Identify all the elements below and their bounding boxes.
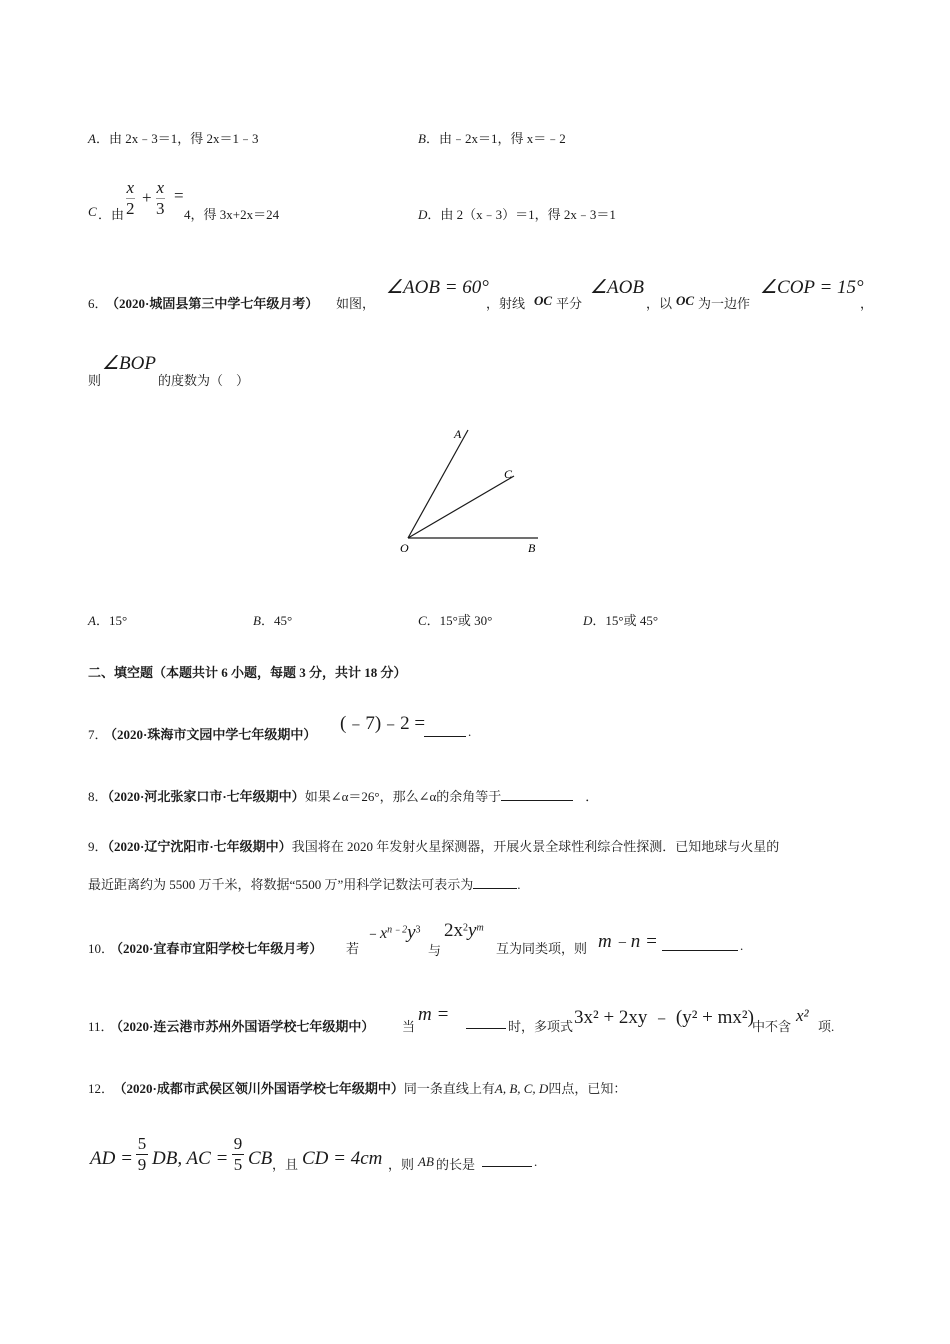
question-11 xyxy=(88,1000,848,1040)
math-term-1: $﹣x^{n﹣2}y^3$ xyxy=(364,922,421,943)
q6-option-d: D．15°或 45° xyxy=(583,613,659,628)
point-label-b: B xyxy=(528,541,536,555)
question-text: 如图， xyxy=(336,296,376,311)
question-source: （2020·城固县第三中学七年级月考） xyxy=(106,296,319,311)
point-label-c: C xyxy=(504,467,513,481)
question-text: 当 xyxy=(402,1019,416,1034)
answer-blank[interactable] xyxy=(473,876,517,889)
question-text: 为一边作 xyxy=(698,296,751,311)
equals-sign: = xyxy=(174,186,184,205)
question-text: 时，多项式 xyxy=(508,1019,574,1034)
option-label: C xyxy=(88,204,97,219)
math-db-ac: DB, AC = xyxy=(152,1148,229,1169)
q6-option-a: A．15° xyxy=(88,613,128,628)
question-6-line1 xyxy=(88,276,874,312)
question-text: 四点，已知： xyxy=(548,1081,627,1096)
answer-blank[interactable] xyxy=(482,1154,532,1167)
question-text: ，以 xyxy=(646,296,673,311)
option-label: A xyxy=(88,131,96,146)
section-heading: 二、填空题（本题共计 6 小题，每题 3 分，共计 18 分） xyxy=(88,665,407,680)
q5-option-d xyxy=(418,204,616,223)
question-number: 9． xyxy=(88,839,108,854)
plus-sign: + xyxy=(142,188,152,207)
math-angle-bop: ∠BOP xyxy=(102,353,156,374)
q6-option-c: C．15°或 30° xyxy=(418,613,493,628)
question-source: （2020·成都市武侯区领川外国语学校七年级期中） xyxy=(120,1081,404,1096)
ray-oc: OC xyxy=(534,293,553,308)
points-list: A, B, C, D xyxy=(494,1081,549,1096)
question-text: 项. xyxy=(818,1019,835,1034)
fraction-x-over-3: $\frac{x}{3}$ xyxy=(156,178,165,218)
question-number: 8． xyxy=(88,789,108,804)
math-expression: m﹣n = xyxy=(598,931,658,952)
math-cb: CB xyxy=(248,1148,273,1169)
question-source: （2020·河北张家口市·七年级期中） xyxy=(107,789,305,804)
q6-option-b: B．45° xyxy=(253,613,293,628)
option-text: ．由 xyxy=(98,207,125,222)
answer-blank[interactable] xyxy=(424,724,466,737)
question-text: 我国将在 2020 年发射火星探测器，开展火景全球性利综合性探测．已知地球与火星的 xyxy=(291,839,780,854)
question-source: （2020·连云港市苏州外国语学校七年级期中） xyxy=(110,1019,375,1034)
answer-blank[interactable] xyxy=(662,938,738,951)
fraction-9-5: $\frac{9}{5}$ xyxy=(233,1134,243,1174)
point-label-a: A xyxy=(454,427,462,441)
question-source: （2020·宜春市宜阳学校七年级月考） xyxy=(110,941,323,956)
math-angle-aob: ∠AOB xyxy=(590,277,644,298)
q5-option-a xyxy=(88,128,258,147)
question-text: ，且 xyxy=(272,1157,299,1172)
math-expression: (﹣7)﹣2 = xyxy=(340,713,426,734)
question-text: 最近距离约为 5500 万千米，将数据“5500 万”用科学记数法可表示为 xyxy=(88,877,474,892)
ray-oc xyxy=(408,476,514,538)
option-text: ．由 2x﹣3＝1，得 2x＝1﹣3 xyxy=(95,131,259,146)
question-text: 与 xyxy=(428,943,442,958)
question-text: 同一条直线上有 xyxy=(403,1081,495,1096)
option-text: 4，得 3x+2x＝24 xyxy=(184,207,280,222)
question-text: 若 xyxy=(346,941,360,956)
answer-blank[interactable] xyxy=(501,788,573,801)
math-cd: CD = 4cm xyxy=(302,1148,383,1169)
question-text: 互为同类项，则 xyxy=(496,941,588,956)
question-10: 10． （2020·宜春市宜阳学校七年级月考） 若 $﹣x^{n﹣2}y^3$ 与 $2x^2y^m$ 互为同类项，则 m﹣n = . xyxy=(88,920,744,958)
question-12-line2: AD = $\frac{5}{9}$ DB, AC = $\frac{9}{5}$ CB ，且 CD = 4cm ，则 AB 的长是 . xyxy=(90,1134,538,1174)
option-label: B xyxy=(418,131,426,146)
q5-option-b xyxy=(418,128,566,147)
option-text: ．由 2（x﹣3）＝1，得 2x﹣3＝1 xyxy=(427,207,616,222)
math-expression: m = xyxy=(418,1004,450,1025)
math-angle-aob-60: ∠AOB = 60° xyxy=(386,277,489,298)
question-12-line1 xyxy=(88,1078,626,1097)
segment-ab: AB xyxy=(418,1154,434,1169)
point-label-o: O xyxy=(400,541,409,555)
question-number: 10． xyxy=(88,941,115,956)
question-text: 的长是 xyxy=(436,1157,476,1172)
ray-oa xyxy=(408,430,468,538)
question-9-line1 xyxy=(88,836,779,855)
fraction-x-over-2: $\frac{x}{2}$ xyxy=(126,178,135,218)
ray-oc: OC xyxy=(676,293,695,308)
question-text: 中不含 xyxy=(752,1019,792,1034)
option-label: D xyxy=(418,207,428,222)
question-text: ，射线 xyxy=(486,296,526,311)
question-number: 11． xyxy=(88,1019,114,1034)
question-9-line2: 最近距离约为 5500 万千米，将数据“5500 万”用科学记数法可表示为 . xyxy=(88,877,521,892)
math-term: x² xyxy=(796,1006,809,1025)
question-number: 6． xyxy=(88,296,108,311)
question-text: ， xyxy=(860,296,874,311)
answer-blank[interactable] xyxy=(466,1016,506,1029)
question-text: 的度数为（ ） xyxy=(158,373,250,388)
question-text: ，则 xyxy=(388,1157,415,1172)
question-8: 8．（2020·河北张家口市·七年级期中）如果∠α＝26°，那么∠α的余角等于 ． xyxy=(88,789,599,804)
fraction-5-9: $\frac{5}{9}$ xyxy=(137,1134,147,1174)
question-source: （2020·珠海市文园中学七年级期中） xyxy=(104,727,317,742)
question-source: （2020·辽宁沈阳市·七年级期中） xyxy=(107,839,292,854)
math-polynomial: 3x² + 2xy ﹣ (y² + mx²) xyxy=(574,1007,754,1028)
math-ad: AD = xyxy=(90,1148,133,1169)
math-term-2: $2x^2y^m$ xyxy=(444,920,484,941)
question-number: 12． xyxy=(88,1081,115,1096)
question-text: 则 xyxy=(88,373,102,388)
math-angle-cop-15: ∠COP = 15° xyxy=(760,277,864,298)
question-text: 如果∠α＝26°，那么∠α的余角等于 xyxy=(304,789,502,804)
question-text: 平分 xyxy=(556,296,583,311)
question-number: 7． xyxy=(88,727,108,742)
option-text: ．由﹣2x＝1，得 x＝﹣2 xyxy=(425,131,566,146)
angle-figure xyxy=(390,420,550,560)
